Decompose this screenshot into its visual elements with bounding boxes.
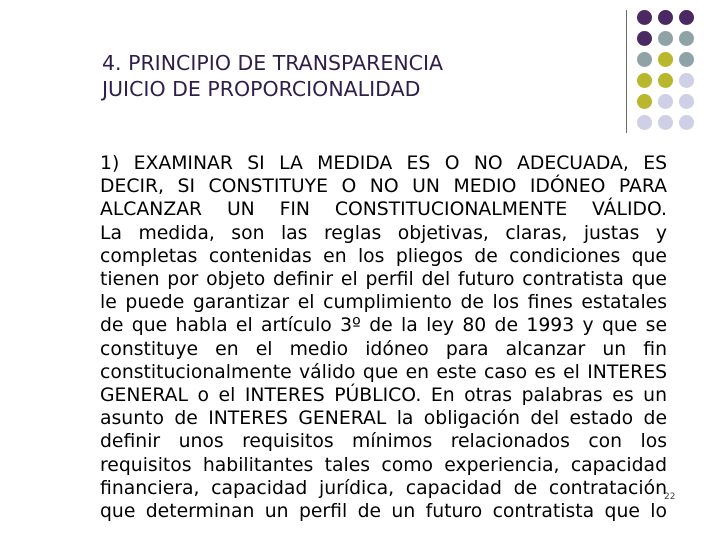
- body-line: 1) EXAMINAR SI LA MEDIDA ES O NO ADECUADA, ES: [100, 153, 667, 174]
- body-line: requisitos habilitantes tales como experiencia, capacidad: [100, 454, 667, 476]
- slide-body-text: [100, 152, 667, 523]
- decorative-dot: [679, 115, 694, 130]
- body-line: constitucionalmente válido que en este caso es el INTERES: [100, 361, 667, 383]
- body-line: GENERAL o el INTERES PÚBLICO. En otras palabras es un: [100, 385, 667, 407]
- slide-title: [102, 50, 622, 102]
- body-line: asunto de INTERES GENERAL la obligación del estado de: [100, 408, 667, 430]
- decorative-dot: [658, 31, 673, 46]
- slide-number: 22: [664, 492, 676, 502]
- decorative-dot: [658, 115, 673, 130]
- body-line: completas contenidas en los pliegos de condiciones que: [100, 245, 667, 267]
- title-line-2: JUICIO DE PROPORCIONALIDAD: [102, 77, 421, 101]
- body-line: de que habla el artículo 3º de la ley 80 de 1993 y que se: [100, 315, 667, 337]
- decorative-dot: [679, 73, 694, 88]
- body-line: financiera, capacidad jurídica, capacidad de contratación: [100, 477, 667, 499]
- body-line: ALCANZAR UN FIN CONSTITUCIONALMENTE VÁLIDO.: [100, 199, 667, 221]
- decorative-dot: [637, 52, 652, 67]
- decorative-dot: [637, 94, 652, 109]
- decorative-dot: [679, 94, 694, 109]
- decorative-dot: [679, 52, 694, 67]
- body-line: que determinan un perfil de un futuro contratista que lo: [100, 501, 667, 523]
- divider-line: [626, 10, 627, 133]
- body-line: constituye en el medio idóneo para alcanzar un fin: [100, 338, 667, 360]
- decorative-dot: [679, 31, 694, 46]
- body-line: DECIR, SI CONSTITUYE O NO UN MEDIO IDÓNEO PARA: [100, 176, 667, 198]
- body-line: definir unos requisitos mínimos relacionados con los: [100, 431, 667, 453]
- decorative-dot: [637, 73, 652, 88]
- decorative-dot: [658, 94, 673, 109]
- body-line: tienen por objeto definir el perfil del futuro contratista que: [100, 269, 667, 291]
- title-line-1: 4. PRINCIPIO DE TRANSPARENCIA: [102, 51, 444, 75]
- decorative-dot: [658, 73, 673, 88]
- decorative-dot: [637, 10, 652, 25]
- decorative-dot: [637, 115, 652, 130]
- decorative-dot: [679, 10, 694, 25]
- body-line: le puede garantizar el cumplimiento de los fines estatales: [100, 292, 667, 314]
- decorative-dot-grid: [637, 10, 717, 136]
- decorative-dot: [637, 31, 652, 46]
- decorative-dot: [658, 10, 673, 25]
- decorative-dot: [658, 52, 673, 67]
- body-line: La medida, son las reglas objetivas, claras, justas y: [100, 222, 667, 244]
